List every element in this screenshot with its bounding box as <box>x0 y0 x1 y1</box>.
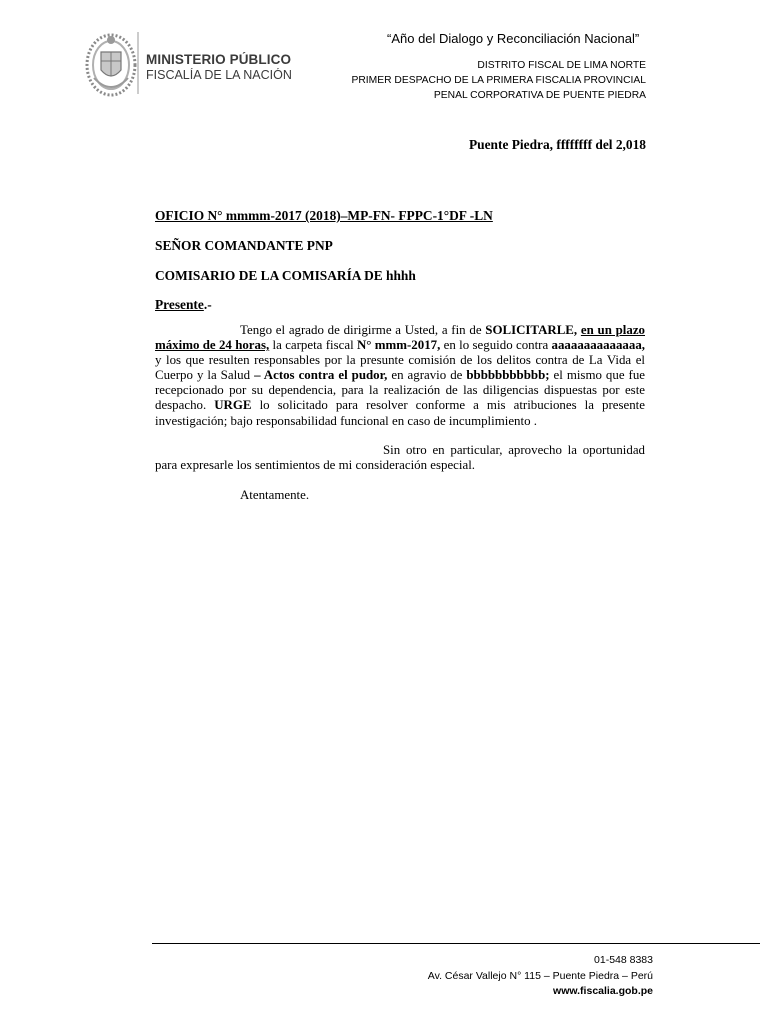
place-date: Puente Piedra, ffffffff del 2,018 <box>468 137 646 152</box>
office-lines <box>352 58 647 103</box>
footer-phone: 01-548 8383 <box>594 954 653 966</box>
coat-of-arms-icon <box>82 28 140 98</box>
body-paragraph-closing: Sin otro en particular, aprovecho la oportunidad para expresarle los sentimientos de mi consideración especial. <box>155 442 645 472</box>
closing-salutation: Atentamente. <box>240 487 310 502</box>
logo-title: MINISTERIO PÚBLICO <box>146 52 292 67</box>
greeting-word: Presente <box>155 297 204 312</box>
body-paragraph-request: Tengo el agrado de dirigirme a Usted, a fin de SOLICITARLE, en un plazo máximo de 24 horas, la carpeta fiscal N° mmm-2017, en lo seguido contra aaaaaaaaaaaaaa, y los que resulten responsables por la presunte comisión de los delitos contra de La Vida el Cuerpo y la Salud – Actos contra el pudor, en agravio de bbbbbbbbbbb; el mismo que fue recepcionado por su dependencia, para la realización de las diligencias dispuestas por este despacho. URGE lo solicitado para resolver conforme a mis atribuciones la presente investigación; bajo responsabilidad funcional en caso de incumplimiento . <box>155 323 645 428</box>
footer-divider <box>152 943 760 944</box>
footer-address: Av. César Vallejo N° 115 – Puente Piedra – Perú <box>427 969 653 982</box>
office-line: PENAL CORPORATIVA DE PUENTE PIEDRA <box>433 90 646 101</box>
ministry-logo <box>82 28 294 100</box>
letter-body <box>155 323 645 503</box>
oficio-number: OFICIO N° mmmm-2017 (2018)–MP-FN- FPPC-1°DF -LN <box>155 208 493 223</box>
greeting <box>155 297 212 313</box>
recipient-office: COMISARIO DE LA COMISARÍA DE hhhh <box>155 268 416 283</box>
office-line: PRIMER DESPACHO DE LA PRIMERA FISCALIA PROVINCIAL <box>351 75 646 86</box>
footer <box>428 953 653 1000</box>
office-line: DISTRITO FISCAL DE LIMA NORTE <box>477 60 646 71</box>
year-motto: “Año del Dialogo y Reconciliación Nacional” <box>387 31 640 46</box>
greeting-suffix: .- <box>203 297 212 312</box>
recipient-title: SEÑOR COMANDANTE PNP <box>155 238 333 253</box>
logo-subtitle: FISCALÍA DE LA NACIÓN <box>146 68 292 82</box>
footer-website: www.fiscalia.gob.pe <box>553 985 653 997</box>
